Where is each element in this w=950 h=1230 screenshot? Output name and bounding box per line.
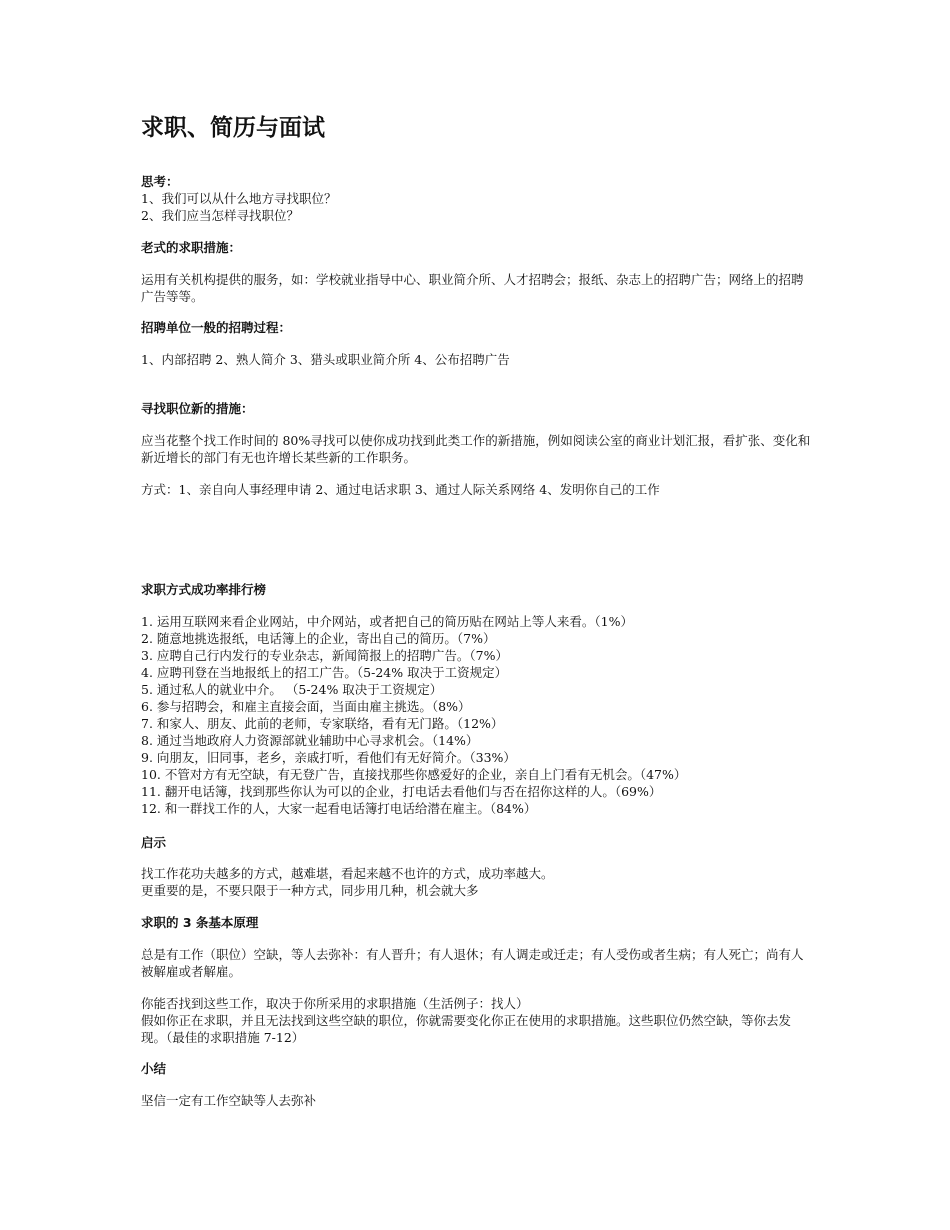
think-section [141,173,813,224]
list-item: 1. 运用互联网来看企业网站，中介网站，或者把自己的简历贴在网站上等人来看。（1%） [141,614,633,629]
page-title: 求职、简历与面试 [141,115,325,141]
principles-paragraph-2: 你能否找到这些工作，取决于你所采用的求职措施（生活例子：找人） 假如你正在求职，并且无法找到这些空缺的职位，你就需要变化你正在使用的求职措施。这些职位仍然空缺，等你去发现。（最佳的求职措施 7-12） [141,996,792,1045]
insight-heading: 启示 [141,835,167,850]
summary-text: 坚信一定有工作空缺等人去弥补 [141,1093,317,1108]
new-methods-heading: 寻找职位新的措施： [141,401,254,416]
list-item: 7. 和家人、朋友、此前的老师，专家联络，看有无门路。（12%） [141,716,504,731]
old-methods-heading: 老式的求职措施： [141,240,242,255]
insight-text: 找工作花功夫越多的方式，越难堪，看起来越不也许的方式，成功率越大。 更重要的是，不要只限于一种方式，同步用几种，机会就大多 [141,866,554,898]
principles-paragraph-1: 总是有工作（职位）空缺，等人去弥补：有人晋升；有人退休；有人调走或迁走；有人受伤或者生病；有人死亡；尚有人被解雇或者解雇。 [141,947,804,979]
list-item: 12. 和一群找工作的人，大家一起看电话簿打电话给潜在雇主。（84%） [141,801,537,816]
summary-heading: 小结 [141,1061,167,1076]
list-item: 10. 不管对方有无空缺，有无登广告，直接找那些你感爱好的企业，亲自上门看有无机会。（47%） [141,767,687,782]
recruit-process-text: 1、内部招聘 2、熟人简介 3、猎头或职业简介所 4、公布招聘广告 [141,352,510,367]
think-heading: 思考： [141,174,179,189]
principles-heading: 求职的 3 条基本原理 [141,915,259,930]
list-item: 3. 应聘自己行内发行的专业杂志，新闻简报上的招聘广告。（7%） [141,648,508,663]
list-item: 5. 通过私人的就业中介。 （5-24% 取决于工资规定） [141,682,443,697]
old-methods-text: 运用有关机构提供的服务，如：学校就业指导中心、职业简介所、人才招聘会；报纸、杂志上的招聘广告；网络上的招聘广告等等。 [141,272,804,304]
list-item: 2. 随意地挑选报纸，电话簿上的企业，寄出自己的简历。（7%） [141,631,496,646]
ranking-heading: 求职方式成功率排行榜 [141,582,267,597]
think-question-2: 2、我们应当怎样寻找职位？ [141,208,299,223]
new-methods-text: 应当花整个找工作时间的 80%寻找可以使你成功找到此类工作的新措施，例如阅读公室的商业计划汇报，看扩张、变化和新近增长的部门有无也许增长某些新的工作职务。 [141,433,811,465]
ranking-list-container [141,613,813,817]
recruit-process-heading: 招聘单位一般的招聘过程： [141,320,292,335]
think-question-1: 1、我们可以从什么地方寻找职位？ [141,191,337,206]
list-item: 11. 翻开电话簿，找到那些你认为可以的企业，打电话去看他们与否在招你这样的人。（69%） [141,784,662,799]
list-item: 9. 向朋友，旧同事，老乡，亲戚打听，看他们有无好简介。（33%） [141,750,516,765]
ranking-list [141,613,813,817]
list-item: 4. 应聘刊登在当地报纸上的招工广告。（5-24% 取决于工资规定） [141,665,508,680]
list-item: 6. 参与招聘会，和雇主直接会面，当面由雇主挑选。（8%） [141,699,471,714]
list-item: 8. 通过当地政府人力资源部就业辅助中心寻求机会。（14%） [141,733,479,748]
new-methods-ways: 方式：1、亲自向人事经理申请 2、通过电话求职 3、通过人际关系网络 4、发明你自己的工作 [141,482,660,497]
